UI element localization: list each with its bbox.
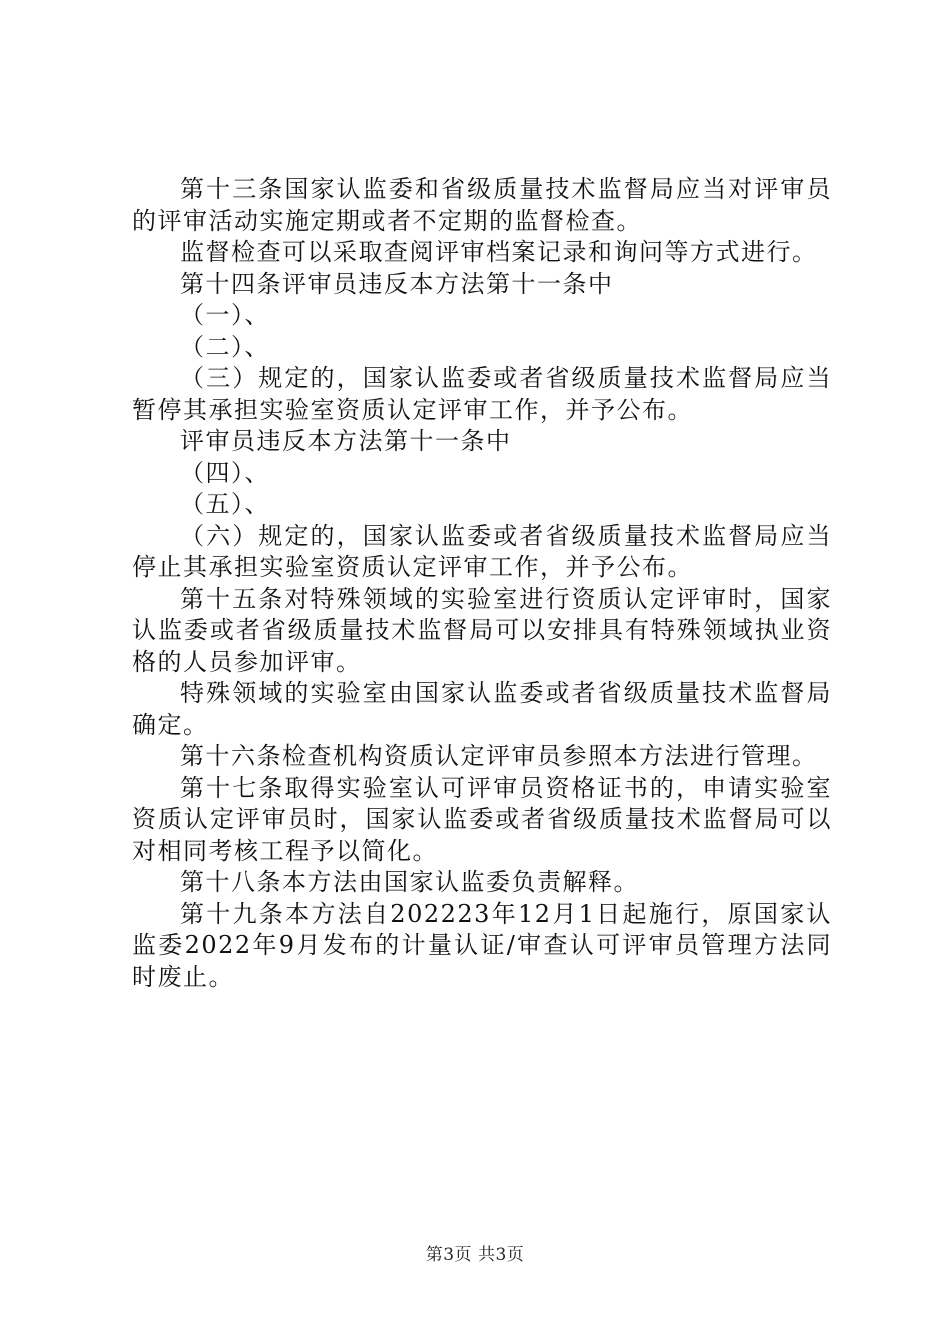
paragraph-article-19: 第十九条本方法自202223年12月1日起施行，原国家认监委2022年9月发布的计量认证/审查认可评审员管理方法同时废止。 [132,899,832,991]
paragraph-article-15: 第十五条对特殊领域的实验室进行资质认定评审时，国家认监委或者省级质量技术监督局可以安排具有特殊领域执业资格的人员参加评审。 [132,584,832,676]
paragraph-item-3-suspend: （三）规定的，国家认监委或者省级质量技术监督局应当暂停其承担实验室资质认定评审工作，并予公布。 [132,364,832,424]
paragraph-violation-intro: 评审员违反本方法第十一条中 [180,427,512,455]
page-number-label: 第3页 共3页 [425,1245,525,1265]
paragraph-article-18: 第十八条本方法由国家认监委负责解释。 [180,868,639,896]
paragraph-article-16: 第十六条检查机构资质认定评审员参照本方法进行管理。 [180,742,818,770]
paragraph-item-6-stop: （六）规定的，国家认监委或者省级质量技术监督局应当停止其承担实验室资质认定评审工作，并予公布。 [132,521,832,581]
paragraph-item-5: （五）、 [180,490,270,518]
paragraph-special-fields: 特殊领域的实验室由国家认监委或者省级质量技术监督局确定。 [132,679,832,739]
paragraph-article-14: 第十四条评审员违反本方法第十一条中 [180,269,614,298]
document-body [132,174,832,993]
paragraph-item-2: （二）、 [180,332,270,361]
paragraph-supervision-methods: 监督检查可以采取查阅评审档案记录和询问等方式进行。 [180,238,818,266]
page-footer [0,1244,950,1266]
paragraph-item-1: （一）、 [180,301,270,329]
paragraph-item-4: （四）、 [180,458,270,487]
paragraph-article-13: 第十三条国家认监委和省级质量技术监督局应当对评审员的评审活动实施定期或者不定期的监督检查。 [132,175,832,235]
paragraph-article-17: 第十七条取得实验室认可评审员资格证书的，申请实验室资质认定评审员时，国家认监委或者省级质量技术监督局可以对相同考核工程予以简化。 [132,773,832,865]
